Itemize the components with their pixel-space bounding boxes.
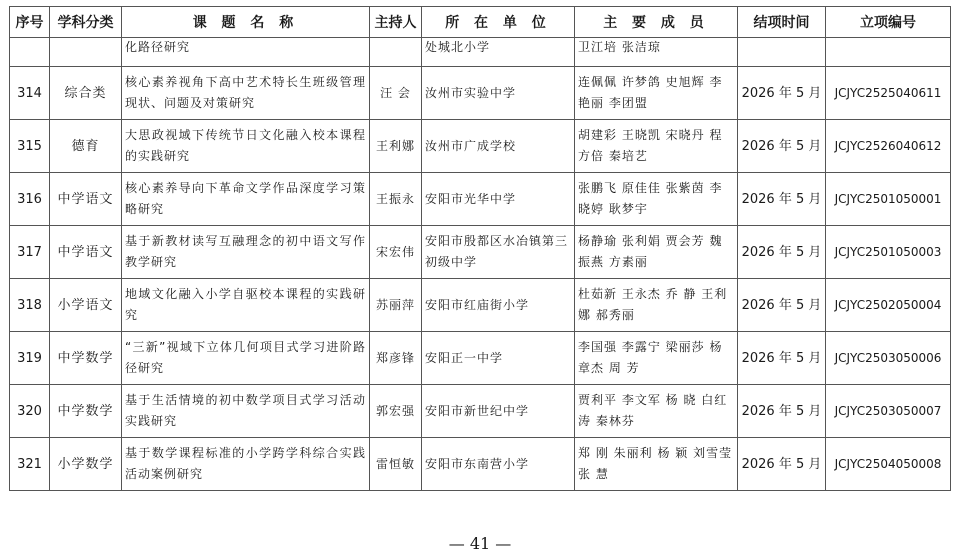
cell-date: 2026 年 5 月	[738, 279, 826, 332]
cell-members: 郑 刚 朱丽利 杨 颖 刘雪莹 张 慧	[575, 438, 738, 491]
cell-subject: 中学数学	[50, 332, 122, 385]
cell-title: “三新”视域下立体几何项目式学习进阶路径研究	[122, 332, 370, 385]
cell-unit: 安阳市光华中学	[422, 173, 575, 226]
table-row	[10, 332, 951, 385]
cell-title: 地域文化融入小学自驱校本课程的实践研究	[122, 279, 370, 332]
cell-members: 胡建彩 王晓凯 宋晓丹 程方倍 秦培艺	[575, 120, 738, 173]
cell-host: 雷恒敏	[370, 438, 422, 491]
cell-num: 321	[10, 438, 50, 491]
table-row	[10, 67, 951, 120]
cell-date: 2026 年 5 月	[738, 67, 826, 120]
header-unit: 所 在 单 位	[422, 7, 575, 38]
cell-num: 314	[10, 67, 50, 120]
cell-members: 张鹏飞 原佳佳 张紫茵 李晓婷 耿梦宇	[575, 173, 738, 226]
cell-num: 318	[10, 279, 50, 332]
cell-date	[738, 38, 826, 67]
cell-code: JCJYC2503050006	[826, 332, 951, 385]
table-row	[10, 226, 951, 279]
cell-subject: 中学语文	[50, 226, 122, 279]
table-row-continued	[10, 38, 951, 67]
cell-code: JCJYC2503050007	[826, 385, 951, 438]
cell-unit: 汝州市实验中学	[422, 67, 575, 120]
cell-num: 320	[10, 385, 50, 438]
table-row	[10, 173, 951, 226]
page-number: — 41 —	[448, 534, 512, 553]
cell-subject: 中学数学	[50, 385, 122, 438]
cell-subject: 小学语文	[50, 279, 122, 332]
cell-code: JCJYC2504050008	[826, 438, 951, 491]
header-code: 立项编号	[826, 7, 951, 38]
cell-title: 基于数学课程标准的小学跨学科综合实践活动案例研究	[122, 438, 370, 491]
cell-host: 苏丽萍	[370, 279, 422, 332]
cell-members: 贾利平 李文军 杨 晓 白红涛 秦林芬	[575, 385, 738, 438]
header-title: 课 题 名 称	[122, 7, 370, 38]
cell-unit: 安阳市殷都区水冶镇第三初级中学	[422, 226, 575, 279]
header-host: 主持人	[370, 7, 422, 38]
table-row	[10, 438, 951, 491]
project-table	[9, 6, 951, 491]
cell-date: 2026 年 5 月	[738, 120, 826, 173]
cell-num: 315	[10, 120, 50, 173]
cell-unit: 处城北小学	[422, 38, 575, 67]
header-subject: 学科分类	[50, 7, 122, 38]
cell-members: 连佩佩 许梦鸽 史旭辉 李艳丽 李团盟	[575, 67, 738, 120]
cell-subject	[50, 38, 122, 67]
cell-host: 郑彦锋	[370, 332, 422, 385]
cell-subject: 德育	[50, 120, 122, 173]
table-row	[10, 120, 951, 173]
header-num: 序号	[10, 7, 50, 38]
cell-members: 卫江培 张洁琼	[575, 38, 738, 67]
cell-subject: 小学数学	[50, 438, 122, 491]
cell-title: 化路径研究	[122, 38, 370, 67]
cell-code: JCJYC2526040612	[826, 120, 951, 173]
cell-num: 317	[10, 226, 50, 279]
cell-subject: 综合类	[50, 67, 122, 120]
cell-code: JCJYC2501050003	[826, 226, 951, 279]
cell-host: 郭宏强	[370, 385, 422, 438]
cell-host: 王振永	[370, 173, 422, 226]
cell-unit: 安阳市东南营小学	[422, 438, 575, 491]
header-members: 主 要 成 员	[575, 7, 738, 38]
cell-title: 基于生活情境的初中数学项目式学习活动实践研究	[122, 385, 370, 438]
cell-members: 李国强 李露宁 梁丽莎 杨章杰 周 芳	[575, 332, 738, 385]
cell-subject: 中学语文	[50, 173, 122, 226]
cell-members: 杜茹新 王永杰 乔 静 王利娜 郝秀丽	[575, 279, 738, 332]
cell-title: 核心素养视角下高中艺术特长生班级管理现状、问题及对策研究	[122, 67, 370, 120]
cell-code: JCJYC2525040611	[826, 67, 951, 120]
cell-code: JCJYC2502050004	[826, 279, 951, 332]
cell-title: 大思政视域下传统节日文化融入校本课程的实践研究	[122, 120, 370, 173]
header-row	[10, 7, 951, 38]
cell-date: 2026 年 5 月	[738, 173, 826, 226]
cell-date: 2026 年 5 月	[738, 226, 826, 279]
cell-num	[10, 38, 50, 67]
cell-date: 2026 年 5 月	[738, 332, 826, 385]
table-row	[10, 279, 951, 332]
cell-num: 316	[10, 173, 50, 226]
table-row	[10, 385, 951, 438]
cell-num: 319	[10, 332, 50, 385]
cell-date: 2026 年 5 月	[738, 438, 826, 491]
cell-unit: 安阳正一中学	[422, 332, 575, 385]
cell-members: 杨静瑜 张利娟 贾会芳 魏振燕 方素丽	[575, 226, 738, 279]
cell-unit: 安阳市新世纪中学	[422, 385, 575, 438]
cell-title: 核心素养导向下革命文学作品深度学习策略研究	[122, 173, 370, 226]
cell-host: 宋宏伟	[370, 226, 422, 279]
cell-host: 王利娜	[370, 120, 422, 173]
cell-code	[826, 38, 951, 67]
header-date: 结项时间	[738, 7, 826, 38]
cell-code: JCJYC2501050001	[826, 173, 951, 226]
cell-date: 2026 年 5 月	[738, 385, 826, 438]
cell-unit: 安阳市红庙街小学	[422, 279, 575, 332]
cell-host	[370, 38, 422, 67]
cell-host: 汪 会	[370, 67, 422, 120]
cell-unit: 汝州市广成学校	[422, 120, 575, 173]
cell-title: 基于新教材读写互融理念的初中语文写作教学研究	[122, 226, 370, 279]
